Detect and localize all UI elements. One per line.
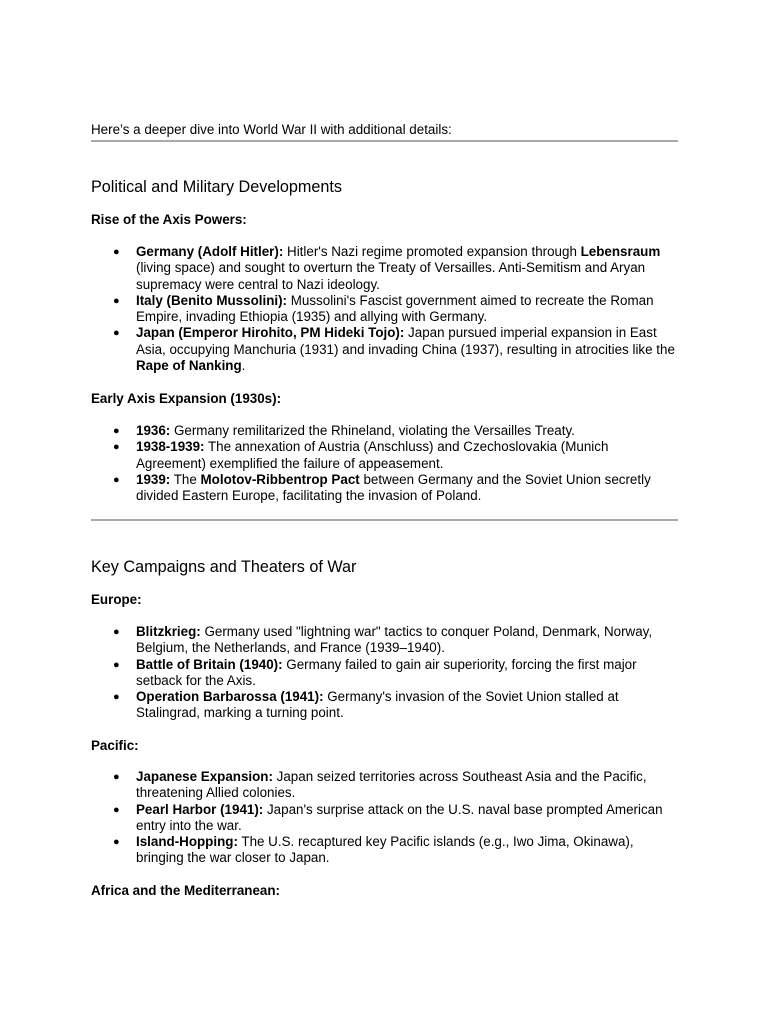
subheading-africa-mediterranean: Africa and the Mediterranean: — [91, 883, 280, 898]
item-text: The U.S. recaptured key Pacific islands (e.g., Iwo Jima, Okinawa), bringing the war closer to Japan. — [136, 834, 634, 866]
item-text: between Germany and the Soviet Union secretly divided Eastern Europe, facilitating the invasion of Poland. — [136, 471, 651, 504]
list-item — [91, 689, 679, 722]
bullet-list-europe — [91, 624, 679, 722]
list-item — [91, 802, 679, 835]
bullet-list-pacific — [91, 769, 679, 867]
section-heading-campaigns: Key Campaigns and Theaters of War — [91, 558, 357, 576]
bullet-icon: ● — [113, 473, 120, 486]
bullet-icon: ● — [113, 691, 120, 704]
list-item — [91, 657, 679, 690]
section-heading-political: Political and Military Developments — [91, 178, 343, 196]
bullet-icon: ● — [113, 658, 120, 671]
bold-term: Molotov-Ribbentrop Pact — [200, 471, 360, 487]
bullet-icon: ● — [113, 294, 120, 307]
subheading-pacific: Pacific: — [91, 738, 139, 753]
bold-term: Rape of Nanking — [136, 358, 242, 374]
item-text: Germany failed to gain air superiority, forcing the first major setback for the Axis. — [136, 656, 637, 688]
bold-term: 1936: — [136, 423, 171, 438]
list-item — [91, 293, 679, 326]
horizontal-rule — [91, 519, 678, 521]
bold-term: Lebensraum — [580, 244, 661, 259]
item-text: The — [170, 471, 201, 487]
bold-term: 1938-1939: — [136, 439, 205, 455]
bullet-icon: ● — [113, 836, 120, 849]
bold-term: Japanese Expansion: — [136, 769, 273, 784]
bullet-icon: ● — [113, 441, 120, 454]
item-text: Germany remilitarized the Rhineland, violating the Versailles Treaty. — [170, 423, 575, 438]
bullet-icon: ● — [113, 327, 120, 340]
item-text: Japan seized territories across Southeast Asia and the Pacific, threatening Allied colonies. — [136, 769, 647, 801]
item-text: Japan pursued imperial expansion in East Asia, occupying Manchuria (1931) and invading China (1937), resulting in atrocities like the — [136, 325, 675, 357]
list-item — [91, 325, 679, 374]
item-text: . — [241, 358, 246, 374]
list-item — [91, 439, 679, 472]
item-text: Hitler's Nazi regime promoted expansion through — [283, 244, 581, 259]
bullet-list-rise-of-axis — [91, 244, 679, 374]
bold-term: Italy (Benito Mussolini): — [136, 292, 288, 308]
subheading-rise-of-axis: Rise of the Axis Powers: — [91, 212, 247, 227]
list-item — [91, 769, 679, 802]
item-text: Japan's surprise attack on the U.S. naval base prompted American entry into the war. — [136, 801, 663, 833]
list-item — [91, 423, 679, 439]
bold-term: 1939: — [136, 471, 171, 487]
item-text: Germany used "lightning war" tactics to conquer Poland, Denmark, Norway, Belgium, the Netherlands, and France (1939–1940). — [136, 624, 653, 656]
bold-term: Battle of Britain (1940): — [136, 656, 283, 672]
bold-term: Japan (Emperor Hirohito, PM Hideki Tojo): — [136, 325, 405, 341]
intro-text: Here’s a deeper dive into World War II with additional details: — [91, 122, 452, 138]
item-text: Germany's invasion of the Soviet Union stalled at Stalingrad, marking a turning point. — [136, 689, 619, 721]
bold-term: Blitzkrieg: — [136, 624, 201, 639]
bold-term: Germany (Adolf Hitler): — [136, 244, 284, 259]
item-text: Mussolini's Fascist government aimed to recreate the Roman Empire, invading Ethiopia (1935) and allying with Germany. — [136, 292, 654, 325]
item-text: (living space) and sought to overturn the Treaty of Versailles. Anti-Semitism and Aryan supremacy were central to Nazi ideology. — [136, 260, 646, 292]
bullet-icon: ● — [113, 771, 120, 783]
bullet-list-early-axis-expansion — [91, 423, 679, 504]
bullet-icon: ● — [113, 803, 120, 816]
bold-term: Island-Hopping: — [136, 834, 238, 850]
list-item — [91, 624, 679, 657]
subheading-europe: Europe: — [91, 592, 142, 607]
bullet-icon: ● — [113, 425, 120, 437]
bullet-icon: ● — [113, 246, 120, 258]
bullet-icon: ● — [113, 626, 120, 638]
bold-term: Operation Barbarossa (1941): — [136, 689, 324, 705]
horizontal-rule — [91, 140, 678, 142]
list-item — [91, 834, 679, 867]
item-text: The annexation of Austria (Anschluss) and Czechoslovakia (Munich Agreement) exemplified the failure of appeasement. — [136, 439, 609, 471]
list-item — [91, 244, 679, 293]
bold-term: Pearl Harbor (1941): — [136, 801, 264, 817]
list-item — [91, 472, 679, 505]
subheading-early-axis-expansion: Early Axis Expansion (1930s): — [91, 391, 282, 406]
